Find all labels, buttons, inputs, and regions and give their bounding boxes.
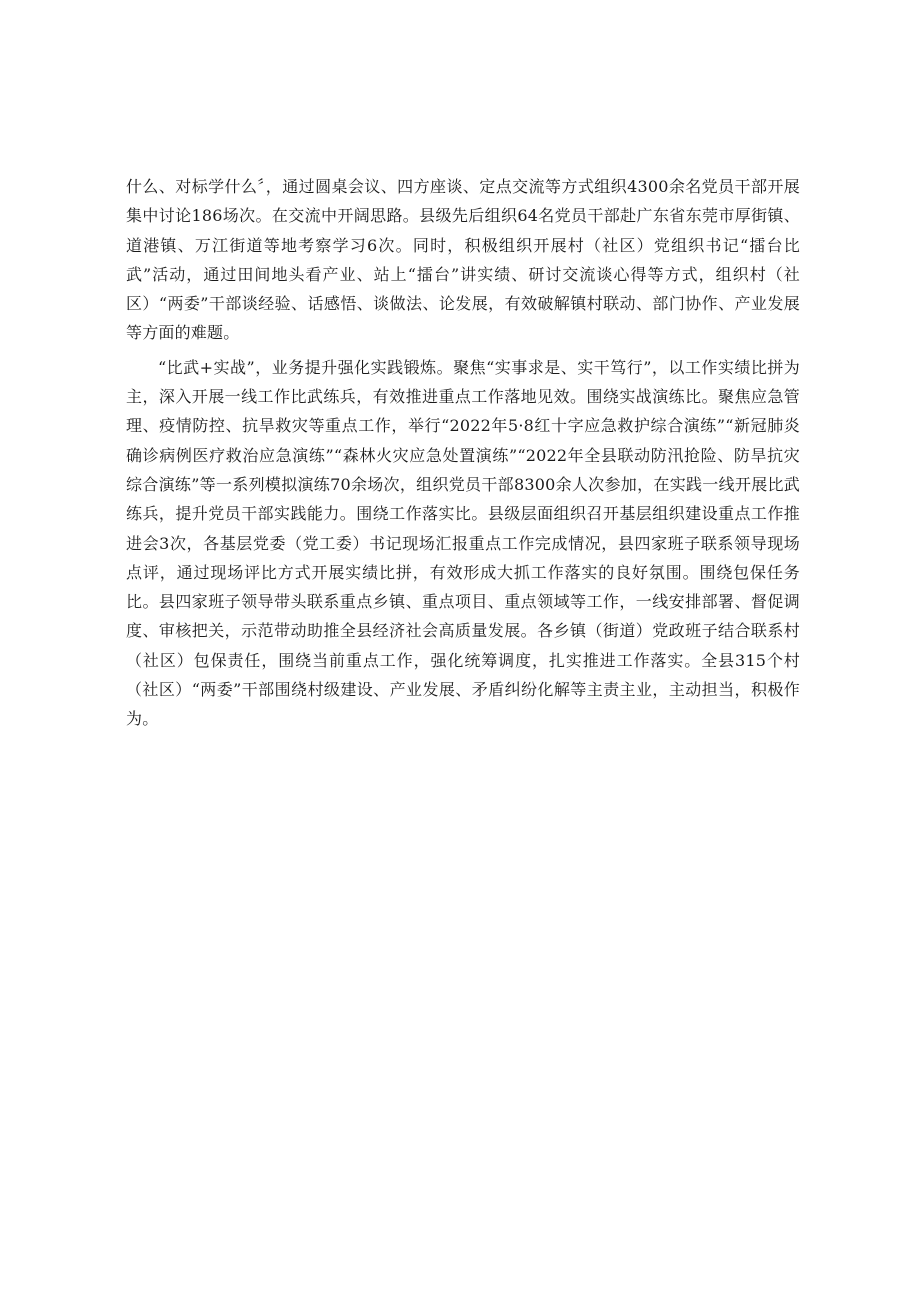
paragraph-continuation: 什么、对标学什么〞，通过圆桌会议、四方座谈、定点交流等方式组织4300余名党员干部开展集中讨论186场次。在交流中开阔思路。县级先后组织64名党员干部赴广东省东莞市厚街镇、道港镇、万江街道等地考察学习6次。同时，积极组织开展村（社区）党组织书记“擂台比武”活动，通过田间地头看产业、站上“擂台”讲实绩、研讨交流谈心得等方式，组织村（社区）“两委”干部谈经验、话感悟、谈做法、论发展，有效破解镇村联动、部门协作、产业发展等方面的难题。 xyxy=(126,177,800,343)
body-text xyxy=(126,172,800,734)
paragraph-practice-training: “比武+实战”，业务提升强化实践锻炼。聚焦“实事求是、实干笃行”，以工作实绩比拼为主，深入开展一线工作比武练兵，有效推进重点工作落地见效。围绕实战演练比。聚焦应急管理、疫情防控、抗旱救灾等重点工作，举行“2022年5·8红十字应急救护综合演练”“新冠肺炎确诊病例医疗救治应急演练”“森林火灾应急处置演练”“2022年全县联动防汛抢险、防旱抗灾综合演练”等一系列模拟演练70余场次，组织党员干部8300余人次参加，在实践一线开展比武练兵，提升党员干部实践能力。围绕工作落实比。县级层面组织召开基层组织建设重点工作推进会3次，各基层党委（党工委）书记现场汇报重点工作完成情况，县四家班子联系领导现场点评，通过现场评比方式开展实绩比拼，有效形成大抓工作落实的良好氛围。围绕包保任务比。县四家班子领导带头联系重点乡镇、重点项目、重点领域等工作，一线安排部署、督促调度、审核把关，示范带动助推全县经济社会高质量发展。各乡镇（街道）党政班子结合联系村（社区）包保责任，围绕当前重点工作，强化统筹调度，扎实推进工作落实。全县315个村（社区）“两委”干部围绕村级建设、产业发展、矛盾纠纷化解等主责主业，主动担当，积极作为。 xyxy=(126,357,800,729)
